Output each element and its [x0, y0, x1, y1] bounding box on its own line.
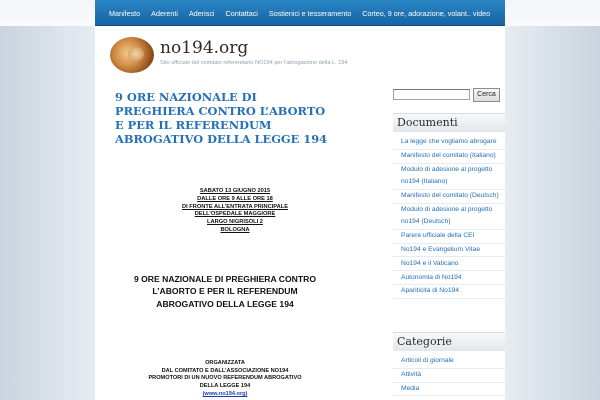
- page-background-left: [0, 26, 95, 400]
- search-input[interactable]: [393, 89, 470, 100]
- categorie-item[interactable]: Attività: [393, 369, 505, 383]
- documenti-item[interactable]: Autonomia di No194: [393, 271, 505, 285]
- documenti-list: [393, 136, 505, 299]
- documenti-item[interactable]: No194 e Evangelium Vitae: [393, 244, 505, 258]
- categorie-heading: Categorie: [393, 332, 505, 351]
- documenti-item[interactable]: Modulo di adesione al progetto no194 (Deutsch): [393, 204, 505, 230]
- nav-item-manifesto[interactable]: Manifesto: [109, 8, 141, 18]
- org-website-link[interactable]: (www.no194.org): [202, 390, 248, 397]
- event-line: DI FRONTE ALL’ENTRATA PRINCIPALE: [181, 203, 289, 210]
- org-line: DAL COMITATO E DALL’ASSOCIAZIONE NO194: [161, 367, 289, 374]
- nav-item-aderenti[interactable]: Aderenti: [151, 8, 178, 18]
- documenti-item[interactable]: Parere ufficiale della CEI: [393, 230, 505, 244]
- documenti-item[interactable]: Modulo di adesione al progetto no194 (Italiano): [393, 164, 505, 190]
- org-line: PROMOTORI DI UN NUOVO REFERENDUM ABROGATIVO: [148, 375, 302, 382]
- documenti-item[interactable]: No194 e il Vaticano: [393, 257, 505, 271]
- documenti-item[interactable]: Apariticità di No194: [393, 285, 505, 299]
- nav-item-aderisci[interactable]: Aderisci: [188, 8, 215, 18]
- categorie-item[interactable]: Articoli di giornale: [393, 355, 505, 369]
- page-background-right: [505, 26, 600, 400]
- nav-item-corteo[interactable]: Corteo, 9 ore, adorazione, volant.. video: [362, 8, 491, 18]
- flyer-headline: 9 ORE NAZIONALE DI PREGHIERA CONTRO L’ABORTO E PER IL REFERENDUM ABROGATIVO DELLA LEGGE 194: [133, 274, 317, 309]
- documenti-item[interactable]: La legge che vogliamo abrogare: [393, 136, 505, 150]
- event-details: [175, 188, 295, 235]
- event-flyer: [115, 180, 335, 400]
- org-line: ORGANIZZATA: [205, 360, 245, 366]
- event-line: DELL’OSPEDALE MAGGIORE: [194, 211, 276, 218]
- organizer-details: [145, 360, 305, 399]
- documenti-item[interactable]: Manifesto del comitato (Italiano): [393, 150, 505, 164]
- documenti-heading: Documenti: [393, 113, 505, 132]
- site-title[interactable]: no194.org: [160, 38, 249, 58]
- event-line: LARGO NIGRISOLI 2: [207, 219, 263, 226]
- event-line: SABATO 13 GIUGNO 2015: [199, 188, 271, 194]
- org-line: DELLA LEGGE 194: [199, 383, 251, 390]
- event-line: BOLOGNA: [220, 226, 250, 233]
- site-description: Sito ufficiale del comitato referendario NO194 per l'abrogazione della L. 194: [160, 60, 348, 66]
- search-button[interactable]: Cerca: [473, 88, 500, 102]
- documenti-item[interactable]: Manifesto del comitato (Deutsch): [393, 190, 505, 204]
- post-title[interactable]: 9 ORE NAZIONALE DI PREGHIERA CONTRO L’ABORTO E PER IL REFERENDUM ABROGATIVO DELLA LEGGE 194: [115, 90, 328, 146]
- nav-item-contattaci[interactable]: Contattaci: [225, 8, 258, 18]
- categorie-item[interactable]: Media: [393, 383, 505, 397]
- nav-item-sostienici[interactable]: Sostienici e tesseramento: [268, 8, 352, 18]
- site-logo[interactable]: [110, 37, 154, 73]
- top-navigation: [95, 0, 505, 26]
- event-line: DALLE ORE 9 ALLE ORE 18: [197, 195, 273, 202]
- categorie-list: [393, 355, 505, 396]
